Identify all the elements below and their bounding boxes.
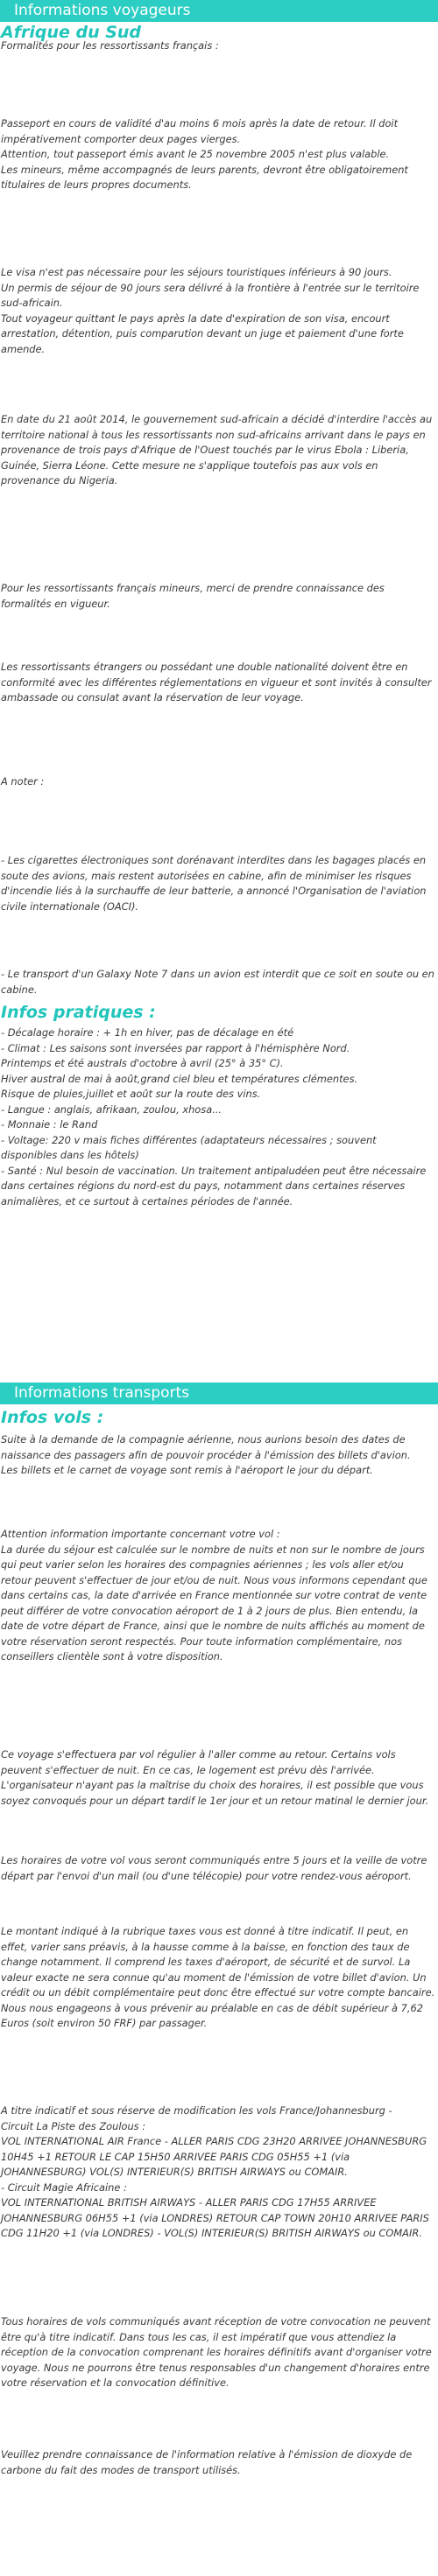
regular-flight-paragraph: Ce voyage s'effectuera par vol régulier à l'aller comme au retour. Certains vols peuvent s'effectuer de nuit. En ce cas, le logement est prévu dès l'arrivée. L'organisateur n'ayant pas la maîtrise du choix des horaires, il est possible que vous soyez convoqués pour un départ tardif le 1er jour et un retour matinal le dernier jour. — [1, 1748, 429, 1807]
list-item: - Voltage: 220 v mais fiches différentes (adaptateurs nécessaires ; souvent disponibles dans les hôtels) — [1, 1133, 377, 1161]
visa-paragraph — [1, 265, 435, 357]
text-line: Circuit La Piste des Zoulous : — [1, 2119, 146, 2132]
text-line: VOL INTERNATIONAL BRITISH AIRWAYS - ALLER PARIS CDG 17H55 ARRIVEE JOHANNESBURG 06H55 +1 (via LONDRES) RETOUR CAP TOWN 20H10 ARRIVEE PARIS CDG 11H20 +1 (via LONDRES) - VOL(S) INTERIEUR(S) BRITISH AIRWAYS ou COMAIR. — [1, 2196, 429, 2239]
ebola-paragraph: En date du 21 août 2014, le gouvernement sud-africain a décidé d'interdire l'accès au territoire national à tous les ressortissants non sud-africains arrivant dans le pays en provenance de trois pays d'Afrique de l'Ouest touchés par le virus Ebola : Liberia, Guinée, Sierra Léone. Cette mesure ne s'applique toutefois pas aux vols en provenance du Nigeria. — [1, 413, 433, 486]
text-line: Suite à la demande de la compagnie aérienne, nous aurions besoin des dates de naissance des passagers afin de pouvoir procéder à l'émission des billets d'avion. — [1, 1433, 411, 1461]
indicative-flights-paragraph — [1, 2104, 435, 2242]
text-line: Un permis de séjour de 90 jours sera délivré à la frontière à l'entrée sur le territoire sud-africain. — [1, 281, 420, 309]
text-line: VOL INTERNATIONAL AIR France - ALLER PARIS CDG 23H20 ARRIVEE JOHANNESBURG 10H45 +1 RETOUR LE CAP 15H50 ARRIVEE PARIS CDG 05H55 +1 (via JOHANNESBURG) VOL(S) INTERIEUR(S) BRITISH AIRWAYS ou COMAIR. — [1, 2135, 427, 2178]
text-line: Tout voyageur quittant le pays après la date d'expiration de son visa, encourt arrestation, détention, puis comparution devant un juge et paiement d'une forte amende. — [1, 312, 404, 355]
note-label: A noter : — [1, 775, 45, 788]
list-item: Risque de pluies,juillet et août sur la route des vins. — [1, 1088, 261, 1100]
list-item: - Santé : Nul besoin de vaccination. Un traitement antipaludéen peut être nécessaire dans certaines régions du nord-est du pays, notamment dans certaines réserves animalières, et ce surtout à certaines périodes de l'année. — [1, 1164, 427, 1208]
text-line: Attention information importante concernant votre vol : — [1, 1528, 280, 1540]
foreigners-paragraph: Les ressortissants étrangers ou possédant une double nationalité doivent être en conformité avec les différentes réglementations en vigueur et sont invités à consulter ambassade ou consulat avant la réservation de leur voyage. — [1, 661, 432, 704]
formalites-intro: Formalités pour les ressortissants français : — [1, 39, 219, 52]
country-heading: Afrique du Sud — [1, 23, 142, 42]
ecigarette-note: - Les cigarettes électroniques sont dorénavant interdites dans les bagages placés en soute des avions, mais restent autorisées en cabine, afin de minimiser les risques d'incendie liés à la surchauffe de leur batterie, a annoncé l'Organisation de l'aviation civile internationale (OACI). — [1, 854, 427, 913]
pratiques-list — [1, 1026, 435, 1209]
co2-paragraph: Veuillez prendre connaissance de l'information relative à l'émission de dioxyde de carbone du fait des modes de transport utilisés. — [1, 2448, 413, 2476]
birthdates-paragraph — [1, 1432, 435, 1479]
text-line: Les billets et le carnet de voyage sont remis à l'aéroport le jour du départ. — [1, 1464, 373, 1476]
list-item: - Monnaie : le Rand — [1, 1118, 98, 1130]
list-item: Hiver austral de mai à août,grand ciel bleu et températures clémentes. — [1, 1072, 358, 1085]
section-title: Informations transports — [14, 1384, 190, 1402]
flight-duration-paragraph — [1, 1527, 435, 1665]
text-line: Passeport en cours de validité d'au moins 6 mois après la date de retour. Il doit impérativement comporter deux pages vierges. — [1, 117, 399, 145]
convocation-paragraph: Tous horaires de vols communiqués avant réception de votre convocation ne peuvent être qu'à titre indicatif. Dans tous les cas, il est impératif que vous attendiez la réception de la convocation comprenant les horaires définitifs avant d'organiser votre voyage. Nous ne pourrons être tenus responsables d'un changement d'horaires entre votre réservation et la convocation définitive. — [1, 2315, 432, 2389]
pratiques-heading: Infos pratiques : — [1, 1003, 156, 1022]
section-banner-transports — [0, 1382, 438, 1404]
text-line: - Circuit Magie Africaine : — [1, 2180, 127, 2194]
minors-paragraph: Pour les ressortissants français mineurs, merci de prendre connaissance des formalités en vigueur. — [1, 582, 385, 610]
list-item: - Langue : anglais, afrikaan, zoulou, xhosa... — [1, 1102, 223, 1116]
flight-schedule-paragraph: Les horaires de votre vol vous seront communiqués entre 5 jours et la veille de votre départ par l'envoi d'un mail (ou d'une télécopie) pour votre rendez-vous aéroport. — [1, 1854, 427, 1882]
vols-heading: Infos vols : — [1, 1408, 104, 1427]
taxes-paragraph: Le montant indiqué à la rubrique taxes vous est donné à titre indicatif. Il peut, en effet, varier sans préavis, à la hausse comme à la baisse, en fonction des taux de change notamment. Il comprend les taxes d'aéroport, de sécurité et de survol. La valeur exacte ne sera connue qu'au moment de l'émission de votre billet d'avion. Un crédit ou un débit complémentaire peut donc être effectué sur votre compte bancaire. Nous nous engageons à vous prévenir au préalable en cas de débit supérieur à 7,62 Euros (soit environ 50 FRF) par passager. — [1, 1925, 435, 2029]
galaxy-note: - Le transport d'un Galaxy Note 7 dans un avion est interdit que ce soit en soute ou en cabine. — [1, 968, 434, 996]
passport-paragraph — [1, 116, 435, 193]
section-title: Informations voyageurs — [14, 2, 191, 19]
section-banner-voyageurs — [0, 0, 438, 22]
list-item: Printemps et été australs d'octobre à avril (25° à 35° C). — [1, 1057, 284, 1069]
text-line: Attention, tout passeport émis avant le 25 novembre 2005 n'est plus valable. — [1, 148, 390, 160]
text-line: A titre indicatif et sous réserve de modification les vols France/Johannesburg - — [1, 2104, 392, 2117]
text-line: La durée du séjour est calculée sur le nombre de nuits et non sur le nombre de jours qui peut varier selon les horaires des compagnies aériennes ; les vols aller et/ou retour peuvent s'effectuer de jour et/ou de nuit. Nous vous informons cependant que dans certains cas, la date d'arrivée en France mentionnée sur votre contrat de vente peut différer de votre convocation aéroport de 1 à 2 jours de plus. Bien entendu, la date de votre départ de France, ainsi que le nombre de nuits affichés au moment de votre réservation seront respectés. Pour toute information complémentaire, nos conseillers clientèle sont à votre disposition. — [1, 1543, 427, 1662]
text-line: Le visa n'est pas nécessaire pour les séjours touristiques inférieurs à 90 jours. — [1, 266, 392, 278]
list-item: - Décalage horaire : + 1h en hiver, pas de décalage en été — [1, 1026, 294, 1039]
text-line: Les mineurs, même accompagnés de leurs parents, devront être obligatoirement titulaires de leurs propres documents. — [1, 163, 408, 191]
list-item: - Climat : Les saisons sont inversées par rapport à l'hémisphère Nord. — [1, 1041, 350, 1054]
